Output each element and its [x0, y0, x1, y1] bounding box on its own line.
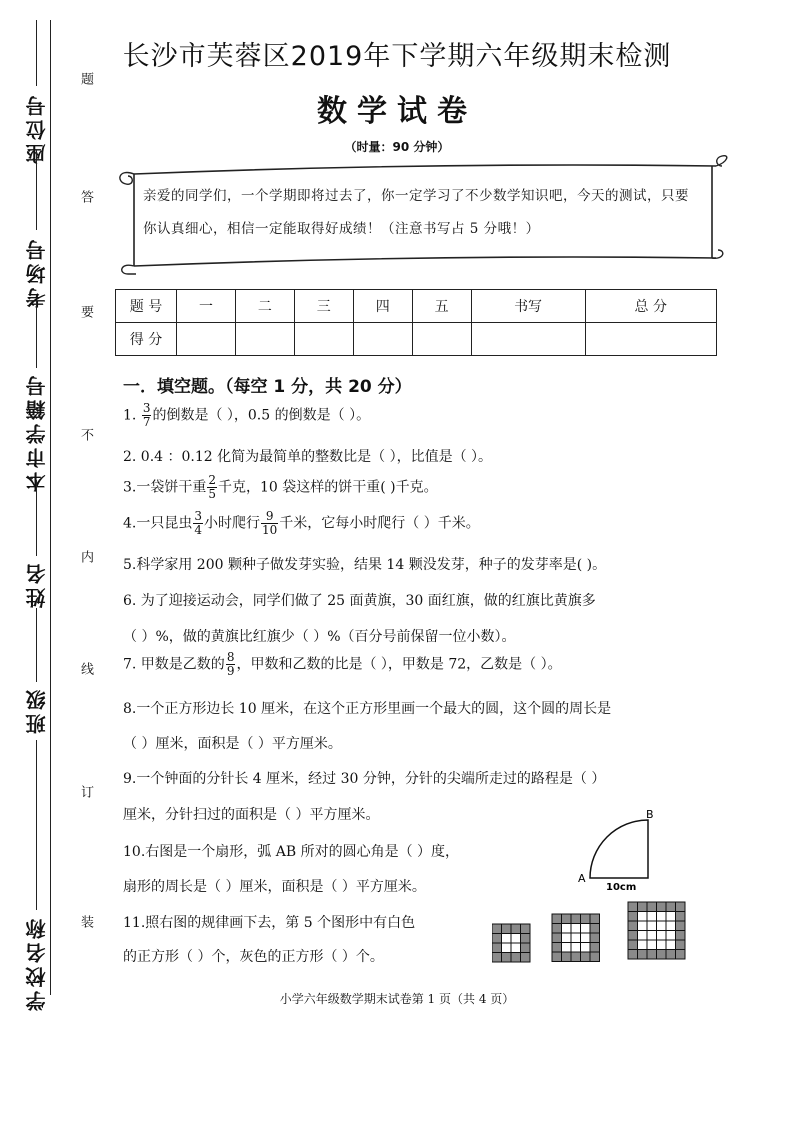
score-input-cell[interactable]: [471, 323, 585, 356]
white-square: [511, 943, 521, 953]
notice-char-bu: 不: [78, 428, 93, 445]
question-6-line-2: （ ）%，做的黄旗比红旗少（ ）%（百分号前保留一位小数）。: [123, 629, 516, 645]
white-square: [571, 924, 581, 934]
score-input-cell[interactable]: [412, 323, 471, 356]
gray-square: [628, 940, 638, 950]
gray-square: [657, 950, 667, 960]
gray-square: [521, 934, 531, 944]
gray-square: [676, 902, 686, 912]
q1-number: 1.: [123, 407, 141, 424]
q7-denominator: 9: [226, 664, 235, 678]
gray-square: [676, 931, 686, 941]
white-square: [666, 940, 676, 950]
question-9-line-2: 厘米，分针扫过的面积是（ ）平方厘米。: [123, 807, 380, 823]
q7-text-start: 7. 甲数是乙数的: [123, 656, 225, 673]
white-square: [581, 933, 591, 943]
white-square: [666, 921, 676, 931]
gray-square: [492, 953, 502, 963]
greeting-line-2: 你认真细心，相信一定能取得好成绩！（注意书写占 5 分哦！）: [143, 221, 540, 237]
gray-square: [552, 943, 562, 953]
white-square: [638, 912, 648, 922]
white-square: [638, 940, 648, 950]
white-square: [657, 940, 667, 950]
question-8-line-2: （ ）厘米，面积是（ ）平方厘米。: [123, 736, 342, 752]
score-header-cell: 二: [235, 290, 294, 323]
white-square: [638, 931, 648, 941]
gray-square: [638, 950, 648, 960]
q7-text-end: ，甲数和乙数的比是（ ），甲数是 72，乙数是（ ）。: [236, 656, 562, 673]
q4-numerator-2: 9: [261, 510, 278, 524]
question-4: [123, 510, 480, 537]
name-blank[interactable]: [36, 480, 37, 556]
gray-square: [521, 943, 531, 953]
grid-pattern-2: [552, 914, 600, 962]
gray-square: [552, 914, 562, 924]
question-3: [123, 474, 438, 501]
score-header-cell: 书写: [471, 290, 585, 323]
score-table-score-row: [116, 323, 717, 356]
question-5: 5.科学家用 200 颗种子做发芽实验，结果 14 颗没发芽，种子的发芽率是( )。: [123, 557, 607, 573]
score-header-cell: 三: [294, 290, 353, 323]
question-9-line-1: 9.一个钟面的分针长 4 厘米，经过 30 分钟，分针的尖端所走过的路程是（ ）: [123, 771, 606, 787]
student-id-blank[interactable]: [36, 300, 37, 368]
exam-room-label: 考场号: [25, 236, 49, 308]
gray-square: [581, 914, 591, 924]
gray-square: [552, 952, 562, 962]
gray-square: [571, 914, 581, 924]
sector-figure: [572, 806, 662, 896]
q4-text-mid: 小时爬行: [204, 515, 260, 532]
notice-char-nei: 内: [78, 550, 93, 567]
gray-square: [590, 924, 600, 934]
gray-square: [521, 924, 531, 934]
question-6-line-1: 6. 为了迎接运动会，同学们做了 25 面黄旗，30 面红旗，做的红旗比黄旗多: [123, 593, 596, 609]
q4-denominator-1: 4: [194, 523, 202, 537]
gray-square: [657, 902, 667, 912]
gray-square: [590, 933, 600, 943]
score-header-cell: 总 分: [585, 290, 716, 323]
white-square: [647, 940, 657, 950]
gray-square: [647, 902, 657, 912]
gray-square: [521, 953, 531, 963]
gray-square: [628, 912, 638, 922]
gray-square: [666, 950, 676, 960]
question-10-line-1: 10.右图是一个扇形，弧 AB 所对的圆心角是（ ）度，: [123, 844, 460, 860]
gray-square: [502, 924, 512, 934]
gray-square: [562, 952, 572, 962]
score-header-cell: 一: [177, 290, 236, 323]
gray-square: [552, 933, 562, 943]
exam-title: 长沙市芙蓉区2019年下学期六年级期末检测: [122, 41, 672, 72]
q1-numerator: 3: [142, 401, 151, 415]
page-footer: 小学六年级数学期末试卷第 1 页（共 4 页）: [279, 992, 515, 1006]
question-10-line-2: 扇形的周长是（ ）厘米，面积是（ ）平方厘米。: [123, 879, 426, 895]
gray-square: [628, 950, 638, 960]
grid-pattern-3: [628, 902, 685, 959]
gray-square: [562, 914, 572, 924]
score-header-cell: 题 号: [116, 290, 177, 323]
gray-square: [492, 924, 502, 934]
gray-square: [628, 902, 638, 912]
score-input-cell[interactable]: [353, 323, 412, 356]
notice-char-ding: 订: [78, 785, 93, 802]
white-square: [638, 921, 648, 931]
score-input-cell[interactable]: [235, 323, 294, 356]
binding-line: [50, 20, 51, 995]
q1-fraction: [142, 402, 152, 429]
gray-square: [676, 950, 686, 960]
q4-fraction-1: [193, 510, 203, 537]
white-square: [502, 934, 512, 944]
gray-square: [647, 950, 657, 960]
score-table: [115, 289, 717, 356]
white-square: [647, 921, 657, 931]
gray-square: [552, 924, 562, 934]
white-square: [657, 931, 667, 941]
q3-text-start: 3.一袋饼干重: [123, 479, 207, 496]
score-input-cell[interactable]: [177, 323, 236, 356]
q7-numerator: 8: [226, 650, 235, 664]
gray-square: [492, 943, 502, 953]
score-header-cell: 四: [353, 290, 412, 323]
gray-square: [502, 953, 512, 963]
q4-fraction-2: [261, 510, 278, 537]
gray-square: [511, 953, 521, 963]
gray-square: [511, 924, 521, 934]
sector-shape: [590, 820, 648, 878]
notice-char-da: 答: [78, 190, 93, 207]
grid-pattern-figures: [492, 898, 692, 970]
sector-point-b: B: [646, 808, 654, 821]
white-square: [581, 924, 591, 934]
question-2: 2. 0.4 ：0.12 化简为最简单的整数比是（ ），比值是（ ）。: [123, 449, 493, 465]
grid-pattern-1: [492, 924, 530, 962]
white-square: [666, 912, 676, 922]
scroll-banner: [112, 154, 732, 278]
q3-fraction: [207, 474, 217, 501]
white-square: [647, 912, 657, 922]
section-1-title: 一．填空题。（每空 1 分，共 20 分）: [123, 377, 412, 397]
q3-numerator: 2: [208, 473, 216, 487]
q1-denominator: 7: [142, 415, 151, 429]
score-input-cell[interactable]: [585, 323, 716, 356]
gray-square: [628, 921, 638, 931]
sector-point-a: A: [578, 872, 586, 885]
white-square: [562, 924, 572, 934]
white-square: [657, 921, 667, 931]
gray-square: [581, 952, 591, 962]
question-8-line-1: 8.一个正方形边长 10 厘米，在这个正方形里画一个最大的圆，这个圆的周长是: [123, 701, 612, 717]
gray-square: [666, 902, 676, 912]
score-input-cell[interactable]: [294, 323, 353, 356]
gray-square: [628, 931, 638, 941]
question-11-line-1: 11.照右图的规律画下去，第 5 个图形中有白色: [123, 915, 416, 931]
white-square: [657, 912, 667, 922]
notice-char-zhuang: 装: [78, 915, 93, 932]
name-label: 姓名: [25, 560, 49, 608]
white-square: [666, 931, 676, 941]
white-square: [647, 931, 657, 941]
notice-char-xian: 线: [78, 662, 93, 679]
school-name-label: 学校名称: [25, 915, 49, 1011]
notice-char-yao: 要: [78, 305, 93, 322]
q7-fraction: [226, 651, 236, 678]
white-square: [562, 933, 572, 943]
exam-room-blank[interactable]: [36, 150, 37, 230]
white-square: [511, 934, 521, 944]
white-square: [502, 943, 512, 953]
white-square: [571, 933, 581, 943]
gray-square: [492, 934, 502, 944]
score-table-header-row: [116, 290, 717, 323]
school-blank[interactable]: [36, 740, 37, 910]
sector-radius-label: 10cm: [606, 882, 637, 893]
notice-char-ti: 题: [78, 72, 93, 89]
gray-square: [590, 952, 600, 962]
q4-text-start: 4.一只昆虫: [123, 515, 193, 532]
q3-denominator: 5: [208, 487, 216, 501]
gray-square: [590, 914, 600, 924]
gray-square: [676, 912, 686, 922]
score-row-label: 得 分: [116, 323, 177, 356]
class-label: 班级: [25, 686, 49, 734]
q4-denominator-2: 10: [262, 523, 278, 537]
seat-number-label: 座位号: [25, 92, 49, 164]
question-1: [123, 402, 370, 429]
gray-square: [590, 943, 600, 953]
q4-text-end: 千米，它每小时爬行（ ）千米。: [279, 515, 480, 532]
class-blank[interactable]: [36, 608, 37, 682]
gray-square: [676, 940, 686, 950]
white-square: [581, 943, 591, 953]
question-7: [123, 651, 562, 678]
q4-numerator-1: 3: [194, 509, 202, 523]
gray-square: [571, 952, 581, 962]
time-limit: （时量：90 分钟）: [344, 140, 450, 154]
white-square: [571, 943, 581, 953]
greeting-line-1: 亲爱的同学们，一个学期即将过去了，你一定学习了不少数学知识吧，今天的测试，只要: [143, 188, 689, 204]
score-header-cell: 五: [412, 290, 471, 323]
gray-square: [638, 902, 648, 912]
white-square: [562, 943, 572, 953]
q1-text: 的倒数是（ ），0.5 的倒数是（ ）。: [152, 407, 371, 424]
subject-title: 数学试卷: [317, 94, 477, 129]
student-id-label: 本市学籍号: [25, 372, 49, 492]
question-11-line-2: 的正方形（ ）个，灰色的正方形（ ）个。: [123, 949, 384, 965]
gray-square: [676, 921, 686, 931]
q3-text-end: 千克，10 袋这样的饼干重( )千克。: [218, 479, 438, 496]
